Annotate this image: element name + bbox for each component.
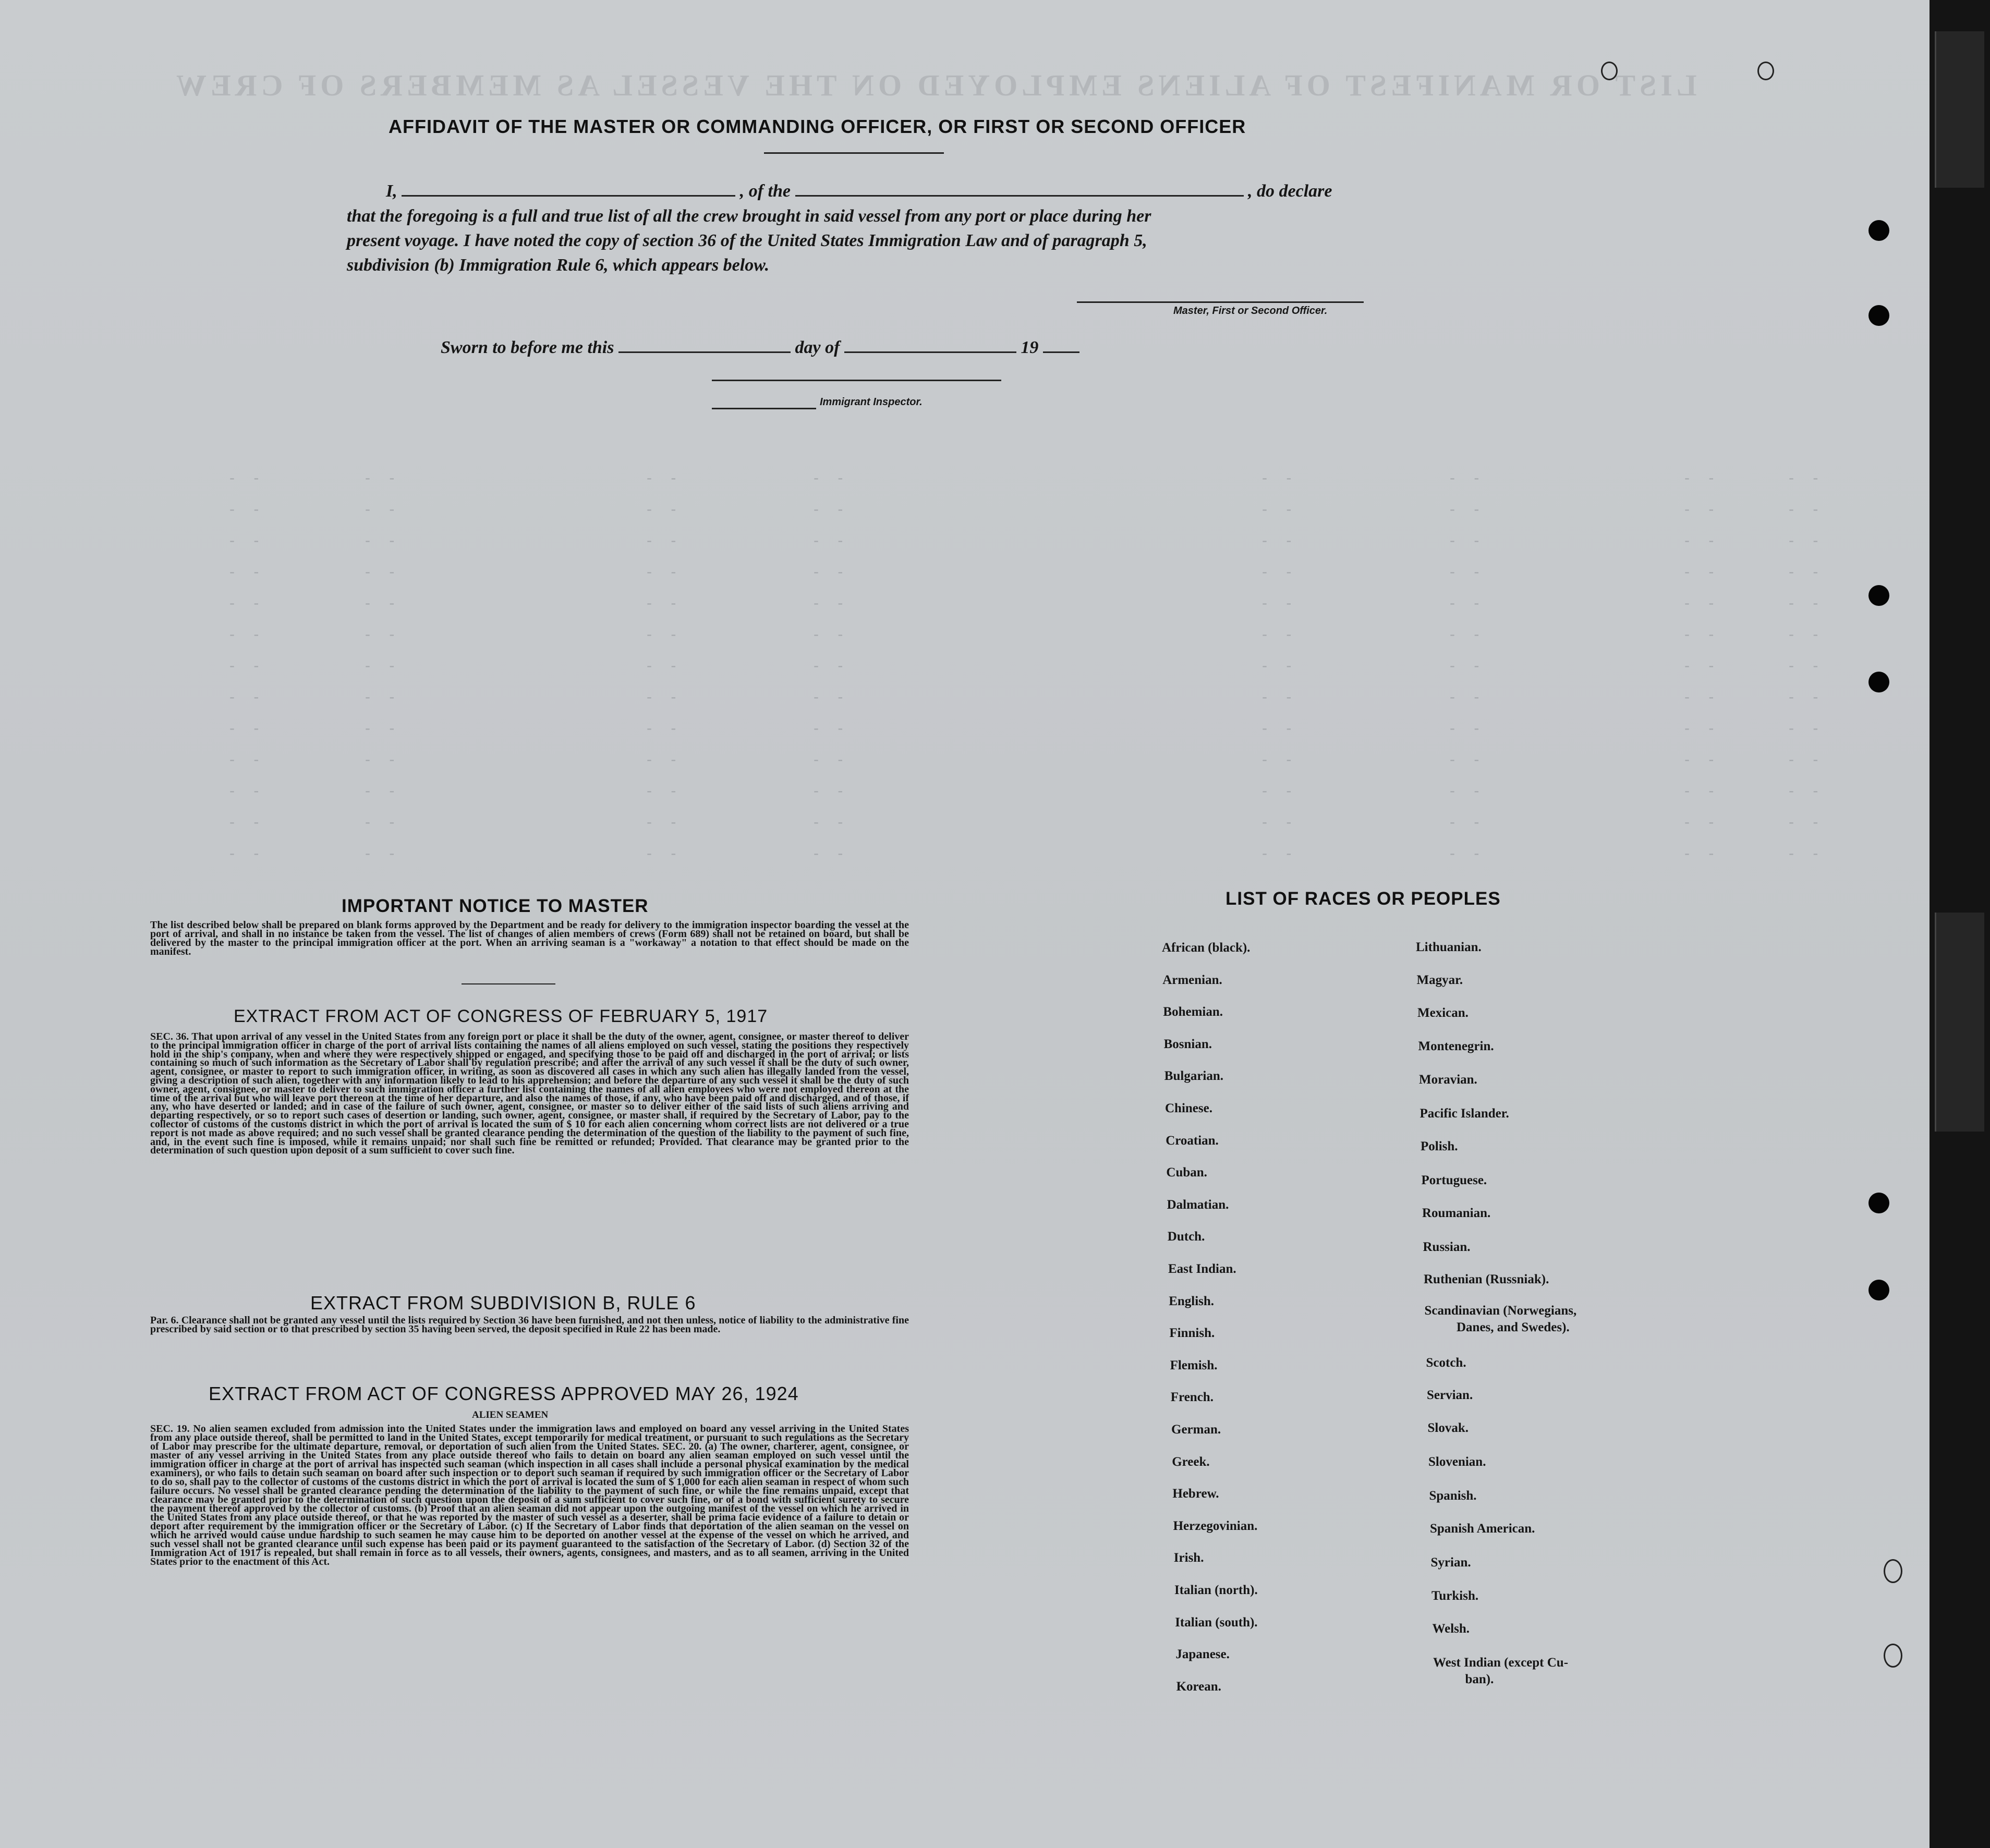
inspector-caption: Immigrant Inspector.: [820, 396, 923, 408]
inspector-signature-line-1[interactable]: [712, 380, 1001, 381]
ghost-dash: - -: [1684, 594, 1721, 612]
race-item: Bohemian.: [1163, 1005, 1223, 1019]
ghost-dash: - -: [1262, 845, 1299, 862]
ghost-dash: - -: [647, 626, 684, 643]
rule6-body: Par. 6. Clearance shall not be granted any vessel until the lists required by Section 36 have been furnished, and not then unless, notice of liability to the administrative fine prescribed by said section or to that prescribed by section 35 having been served, the deposit specified in Rule 22 has been made.: [150, 1315, 909, 1335]
race-item: Bosnian.: [1163, 1037, 1212, 1051]
affidavit-title: AFFIDAVIT OF THE MASTER OR COMMANDING OFFICER, OR FIRST OR SECOND OFFICER: [389, 116, 1246, 137]
ghost-dash: - -: [647, 720, 684, 737]
ghost-dash: - -: [814, 751, 851, 768]
race-item: Portuguese.: [1421, 1173, 1487, 1187]
ghost-dash: - -: [647, 688, 684, 706]
ghost-dash: - -: [365, 751, 402, 768]
affidavit-line-4: subdivision (b) Immigration Rule 6, which appears below.: [347, 256, 770, 275]
ghost-dash: - -: [1684, 626, 1721, 643]
ghost-dash: - -: [1450, 720, 1487, 737]
race-item: Chinese.: [1165, 1101, 1212, 1115]
sworn-year-field[interactable]: [1043, 351, 1079, 353]
races-title: LIST OF RACES OR PEOPLES: [1225, 889, 1501, 909]
ghost-dash: - -: [1684, 782, 1721, 799]
ghost-dash: - -: [229, 626, 266, 643]
binder-hole-icon: [1868, 672, 1889, 692]
ghost-dash: - -: [365, 813, 402, 831]
ghost-dash: - -: [365, 720, 402, 737]
race-item: Lithuanian.: [1416, 940, 1482, 954]
ghost-dash: - -: [814, 813, 851, 831]
ghost-dash: - -: [1262, 720, 1299, 737]
race-item: Slovak.: [1427, 1421, 1469, 1435]
ring-hole-icon: [1757, 62, 1774, 80]
ghost-dash: - -: [1262, 688, 1299, 706]
race-item: Hebrew.: [1172, 1487, 1219, 1501]
race-item: Italian (south).: [1175, 1615, 1258, 1630]
race-item: Ruthenian (Russniak).: [1424, 1272, 1549, 1286]
officer-signature-line[interactable]: [1077, 301, 1364, 303]
ghost-dash: - -: [647, 782, 684, 799]
ghost-dash: - -: [1684, 469, 1721, 487]
ghost-dash: - -: [365, 782, 402, 799]
ghost-dash: - -: [1789, 626, 1826, 643]
affidavit-i-label: I,: [386, 181, 397, 201]
ghost-dash: - -: [647, 501, 684, 518]
ghost-dash: - -: [229, 501, 266, 518]
race-item: Spanish.: [1429, 1489, 1477, 1503]
affidavit-declare-label: , do declare: [1248, 181, 1332, 201]
title-underline: [764, 152, 944, 154]
ghost-dash: - -: [1684, 845, 1721, 862]
race-item: ban).: [1465, 1672, 1494, 1686]
ghost-dash: - -: [647, 845, 684, 862]
ghost-dash: - -: [647, 751, 684, 768]
ghost-dash: - -: [1789, 782, 1826, 799]
master-name-field[interactable]: [402, 195, 735, 197]
binder-edge: [1930, 0, 1990, 1848]
ghost-dash: - -: [1450, 626, 1487, 643]
race-item: Scandinavian (Norwegians,: [1424, 1304, 1577, 1318]
race-item: Spanish American.: [1430, 1522, 1535, 1536]
ghost-dash: - -: [365, 469, 402, 487]
ghost-dash: - -: [1684, 813, 1721, 831]
sworn-day-field[interactable]: [618, 351, 791, 353]
race-item: Turkish.: [1431, 1589, 1479, 1603]
ghost-dash: - -: [1450, 813, 1487, 831]
ghost-dash: - -: [1262, 626, 1299, 643]
ghost-dash: - -: [365, 594, 402, 612]
notice-divider: [462, 983, 555, 984]
ghost-dash: - -: [365, 501, 402, 518]
ghost-dash: - -: [365, 626, 402, 643]
ghost-dash: - -: [229, 563, 266, 580]
ghost-dash: - -: [1450, 469, 1487, 487]
race-item: African (black).: [1162, 941, 1251, 955]
ghost-dash: - -: [647, 594, 684, 612]
ghost-dash: - -: [1789, 563, 1826, 580]
race-item: Polish.: [1421, 1139, 1458, 1153]
race-item: Magyar.: [1416, 973, 1463, 987]
ghost-dash: - -: [1262, 563, 1299, 580]
race-item: Irish.: [1173, 1551, 1204, 1565]
binder-hole-icon: [1868, 1193, 1889, 1213]
ghost-dash: - -: [814, 845, 851, 862]
ghost-dash: - -: [1684, 720, 1721, 737]
ghost-dash: - -: [647, 813, 684, 831]
ghost-dash: - -: [1789, 532, 1826, 549]
binder-tab: [1935, 913, 1984, 1132]
ghost-dash: - -: [365, 845, 402, 862]
ghost-dash: - -: [814, 657, 851, 674]
ghost-dash: - -: [229, 469, 266, 487]
affidavit-line-3: present voyage. I have noted the copy of section 36 of the United States Immigration Law and of paragraph 5,: [347, 231, 1147, 250]
sworn-day-label: day of: [795, 338, 840, 357]
bleed-through-header: LIST OR MANIFEST OF ALIENS EMPLOYED ON THE VESSEL AS MEMBERS OF CREW: [172, 68, 1697, 102]
ghost-dash: - -: [1450, 563, 1487, 580]
ghost-dash: - -: [229, 751, 266, 768]
extract-1924-subtitle: ALIEN SEAMEN: [472, 1409, 549, 1420]
ghost-dash: - -: [1789, 813, 1826, 831]
ghost-dash: - -: [647, 532, 684, 549]
ghost-dash: - -: [814, 782, 851, 799]
ghost-dash: - -: [1789, 469, 1826, 487]
race-item: Japanese.: [1175, 1647, 1230, 1662]
binder-tab: [1935, 31, 1984, 188]
race-item: Greek.: [1172, 1454, 1210, 1469]
race-item: Syrian.: [1430, 1555, 1471, 1570]
ghost-dash: - -: [365, 532, 402, 549]
affidavit-line-1: [386, 181, 1332, 201]
ghost-dash: - -: [1450, 657, 1487, 674]
extract-1924-title: EXTRACT FROM ACT OF CONGRESS APPROVED MAY 26, 1924: [209, 1383, 799, 1404]
race-item: West Indian (except Cu-: [1433, 1656, 1569, 1670]
sworn-line: [441, 338, 1079, 358]
ghost-dash: - -: [1684, 657, 1721, 674]
ghost-dash: - -: [229, 720, 266, 737]
race-item: Korean.: [1176, 1679, 1221, 1694]
extract-1924-body: SEC. 19. No alien seamen excluded from admission into the United States under the immigration laws and employed on board any vessel arriving in the United States from any place outside thereof, shall be permitted to land in the United States, except temporarily for medical treatment, or pursuant to such regulations as the Secretary of Labor may prescribe for the ultimate departure, removal, or deportation of such alien from the United States. SEC. 20. (a) The owner, charterer, agent, consignee, or master of any vessel arriving in the United States from any place outside thereof who fails to detain on board any alien seaman employed on such vessel until the immigration officer in charge at the port of arrival has inspected such seaman (which inspection in all cases shall include a personal physical examination by the medical examiners), or who fails to detain such seaman on board after such inspection or to deport such seaman if required by such immigration officer or the Secretary of Labor to do so, shall pay to the collector of customs of the customs district in which the port of arrival is located the sum of $ 1,000 for each alien seaman in respect of whom such failure occurs. No vessel shall be granted clearance pending the determination of the liability to the payment of such fine, or while the fine remains unpaid, except that clearance may be granted prior to the determination of such question upon the deposit of a sum sufficient to cover such fine, or of a bond with sufficient surety to secure the payment thereof approved by the collector of customs. (b) Proof that an alien seaman did not appear upon the outgoing manifest of the vessel on which he arrived in the United States from any place outside thereof, or that he was reported by the master of such vessel as a deserter, shall be prima facie evidence of a failure to detain or deport after requirement by the immigration officer or the Secretary of Labor. (c) If the Secretary of Labor finds that deportation of the alien seaman on the vessel on which he arrived would cause undue hardship to such seamen he may cause him to be deported on another vessel at the expense of the vessel on which he arrived, and such vessel shall not be granted clearance until such expense has been paid or its payment guaranteed to the satisfaction of the Secretary of Labor. (d) Section 32 of the Immigration Act of 1917 is repealed, but shall remain in force as to all vessels, their owners, agents, consignees, and masters, and as to all seamen, arriving in the United States prior to the enactment of this Act.: [150, 1423, 909, 1567]
ghost-dash: - -: [1262, 782, 1299, 799]
ghost-dash: - -: [229, 532, 266, 549]
sworn-prefix: Sworn to before me this: [441, 338, 614, 357]
extract-1917-body: SEC. 36. That upon arrival of any vessel in the United States from any foreign port or place it shall be the duty of the owner, agent, consignee, or master thereof to deliver to the principal immigration officer in charge of the port of arrival lists containing the names of all aliens employed on such vessel, stating the positions they respectively hold in the ship's company, when and where they were respectively shipped or engaged, and specifying those to be paid off and discharged in the port of arrival; or lists containing so much of such information as the Secretary of Labor shall by regulation prescribe; and after the arrival of any such vessel it shall be the duty of such owner, agent, consignee, or master to report to such immigration officer, in writing, as soon as discovered all cases in which any such alien has illegally landed from the vessel, giving a description of such alien, together with any information likely to lead to his apprehension; and before the departure of any such vessel it shall be the duty of such owner, agent, consignee, or master to deliver to such immigration officer a further list containing the names of all alien employees who were not employed thereon at the time of the arrival but who will leave port thereon at the time of her departure, and also the names of those, if any, who have been paid off and discharged, and of those, if any, who have deserted or landed; and in case of the failure of such owner, agent, consignee, or master so to deliver either of the said lists of such aliens arriving and departing respectively, or so to report such cases of desertion or landing, such owner, agent, consignee, or master shall, if required by the Secretary of Labor, pay to the collector of customs of the customs district in which the port of arrival is located the sum of $ 10 for each alien concerning whom correct lists are not delivered or a true report is not made as above required; and no such vessel shall be granted clearance pending the determination of the question of the liability to the payment of such fine, and, in the event such fine is imposed, while it remains unpaid; nor shall such fine be remitted or refunded; Provided. That clearance may be granted prior to the determination of such question upon deposit of a sum sufficient to cover such fine.: [150, 1031, 909, 1157]
race-item: Montenegrin.: [1418, 1039, 1494, 1053]
vessel-name-field[interactable]: [795, 195, 1244, 197]
race-item: Cuban.: [1166, 1165, 1207, 1180]
race-item: Italian (north).: [1174, 1583, 1258, 1597]
ghost-dash: - -: [229, 845, 266, 862]
race-item: Flemish.: [1170, 1358, 1218, 1372]
binder-hole-icon: [1868, 585, 1889, 606]
race-item: Dutch.: [1167, 1230, 1205, 1244]
race-item: Russian.: [1423, 1240, 1471, 1254]
ghost-dash: - -: [1684, 563, 1721, 580]
race-item: English.: [1169, 1294, 1215, 1308]
ghost-dash: - -: [1684, 751, 1721, 768]
ring-hole-icon: [1601, 62, 1618, 80]
race-item: Slovenian.: [1428, 1455, 1486, 1469]
race-item: Welsh.: [1432, 1622, 1470, 1636]
ghost-dash: - -: [1789, 501, 1826, 518]
ghost-dash: - -: [1789, 657, 1826, 674]
race-item: Finnish.: [1169, 1326, 1215, 1341]
race-item: Armenian.: [1162, 972, 1222, 987]
ghost-dash: - -: [1684, 688, 1721, 706]
ghost-dash: - -: [814, 501, 851, 518]
ghost-dash: - -: [814, 594, 851, 612]
ghost-dash: - -: [814, 720, 851, 737]
binder-hole-icon: [1868, 305, 1889, 326]
ghost-dash: - -: [1450, 594, 1487, 612]
race-item: East Indian.: [1168, 1262, 1236, 1276]
race-item: Danes, and Swedes).: [1457, 1320, 1570, 1334]
race-item: Servian.: [1427, 1388, 1473, 1402]
race-item: Roumanian.: [1422, 1206, 1491, 1220]
ghost-dash: - -: [1450, 688, 1487, 706]
ghost-dash: - -: [1684, 501, 1721, 518]
ghost-dash: - -: [1450, 845, 1487, 862]
ghost-dash: - -: [1789, 845, 1826, 862]
ghost-dash: - -: [229, 782, 266, 799]
race-item: Herzegovinian.: [1173, 1518, 1258, 1533]
race-item: Scotch.: [1426, 1356, 1466, 1370]
ghost-dash: - -: [1789, 751, 1826, 768]
race-item: Moravian.: [1419, 1073, 1477, 1087]
binder-hole-icon: [1868, 220, 1889, 241]
sworn-month-field[interactable]: [844, 351, 1016, 353]
ghost-dash: - -: [1450, 501, 1487, 518]
ghost-dash: - -: [229, 688, 266, 706]
race-item: Dalmatian.: [1167, 1197, 1229, 1212]
ghost-dash: - -: [365, 688, 402, 706]
ghost-dash: - -: [1789, 720, 1826, 737]
ghost-dash: - -: [814, 469, 851, 487]
ghost-dash: - -: [814, 688, 851, 706]
ghost-dash: - -: [1262, 751, 1299, 768]
binder-hole-icon: [1868, 1280, 1889, 1300]
ring-hole-icon: [1884, 1559, 1902, 1583]
race-item: German.: [1171, 1423, 1221, 1437]
ring-hole-icon: [1884, 1644, 1902, 1668]
ghost-dash: - -: [1450, 782, 1487, 799]
ghost-dash: - -: [229, 813, 266, 831]
ghost-dash: - -: [1262, 594, 1299, 612]
ghost-dash: - -: [814, 563, 851, 580]
ghost-dash: - -: [1262, 813, 1299, 831]
inspector-signature-line-2[interactable]: [712, 408, 816, 409]
affidavit-of-label: , of the: [739, 181, 791, 201]
sworn-year-label: 19: [1021, 338, 1039, 357]
affidavit-line-2: that the foregoing is a full and true list of all the crew brought in said vessel from any port or place during her: [347, 206, 1151, 226]
ghost-dash: - -: [1262, 532, 1299, 549]
ghost-dash: - -: [814, 626, 851, 643]
race-item: Croatian.: [1166, 1133, 1219, 1148]
ghost-dash: - -: [1262, 469, 1299, 487]
officer-signature-caption: Master, First or Second Officer.: [1173, 305, 1328, 317]
race-item: French.: [1170, 1390, 1214, 1405]
ghost-dash: - -: [229, 657, 266, 674]
ghost-dash: - -: [647, 563, 684, 580]
ghost-dash: - -: [1262, 657, 1299, 674]
ghost-dash: - -: [647, 657, 684, 674]
ghost-dash: - -: [1684, 532, 1721, 549]
ghost-dash: - -: [365, 657, 402, 674]
ghost-dash: - -: [1789, 688, 1826, 706]
race-item: Bulgarian.: [1164, 1069, 1224, 1084]
ghost-dash: - -: [814, 532, 851, 549]
rule6-title: EXTRACT FROM SUBDIVISION B, RULE 6: [310, 1292, 696, 1314]
notice-body: The list described below shall be prepared on blank forms approved by the Department and be ready for delivery to the immigration inspector boarding the vessel at the port of arrival, and shall in no instance be taken from the vessel. The list of changes of alien members of crews (Form 689) shall not be retained on board, but shall be delivered by the master to the principal immigration officer at the port. When an arriving seaman is a "workaway" a notation to that effect should be made on the manifest.: [150, 919, 909, 957]
race-item: Pacific Islander.: [1419, 1107, 1509, 1121]
ghost-dash: - -: [647, 469, 684, 487]
ghost-dash: - -: [1262, 501, 1299, 518]
ghost-dash: - -: [229, 594, 266, 612]
ghost-dash: - -: [365, 563, 402, 580]
race-item: Mexican.: [1417, 1006, 1469, 1020]
ghost-dash: - -: [1789, 594, 1826, 612]
extract-1917-title: EXTRACT FROM ACT OF CONGRESS OF FEBRUARY 5, 1917: [234, 1006, 768, 1026]
ghost-dash: - -: [1450, 532, 1487, 549]
ghost-dash: - -: [1450, 751, 1487, 768]
notice-title: IMPORTANT NOTICE TO MASTER: [342, 896, 649, 916]
